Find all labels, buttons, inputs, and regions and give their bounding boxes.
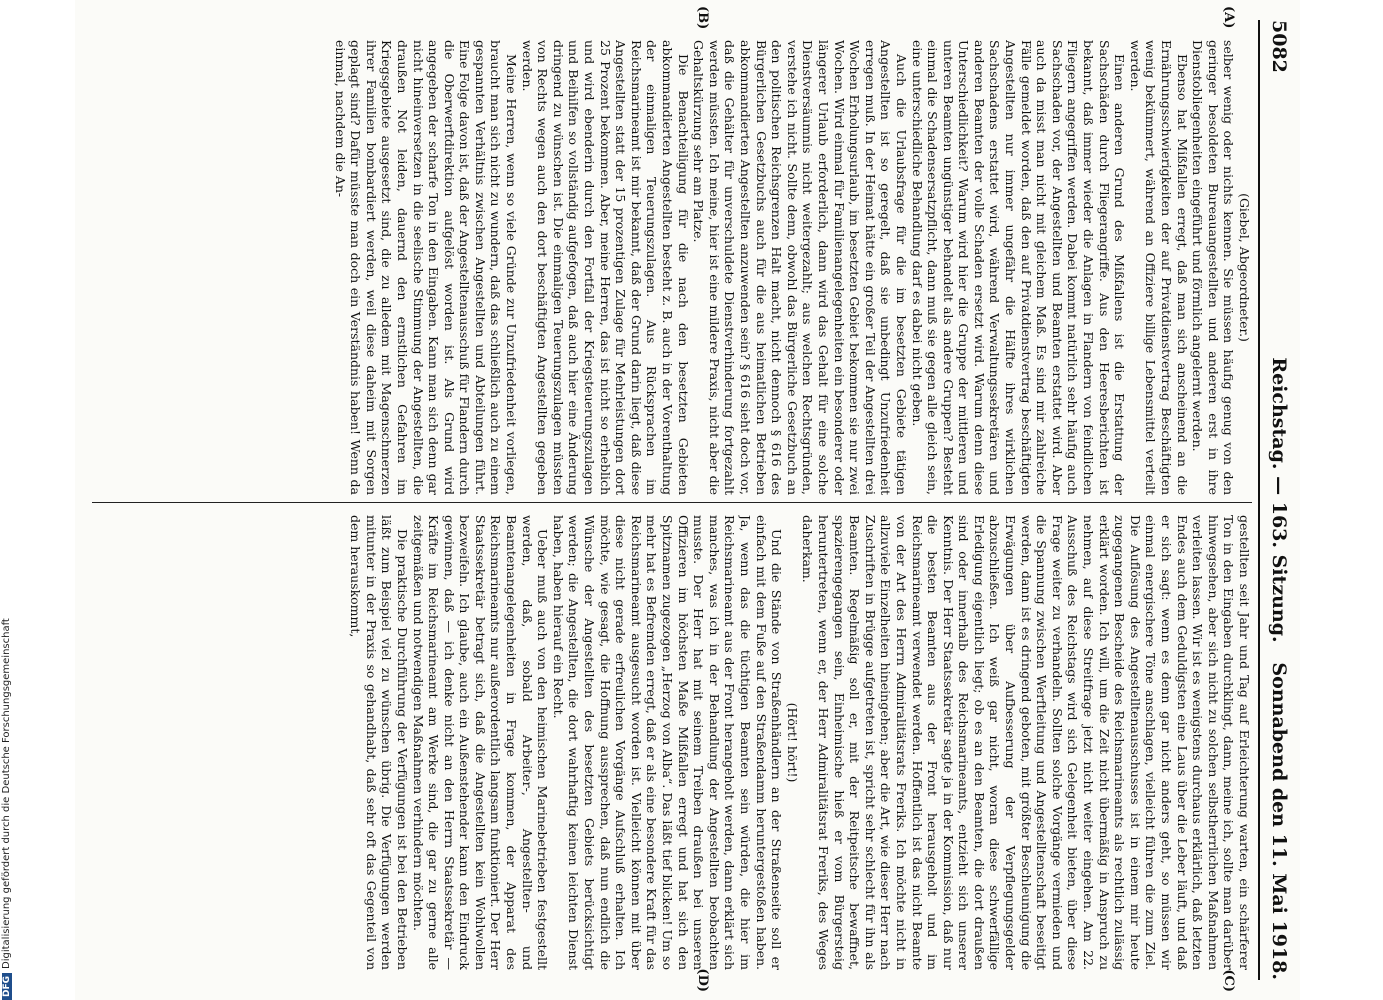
paragraph: gestellten seit Jahr und Tag auf Erleichterung warten, ein schärferer Ton in den Eingaben durchklingt, dann, meine ich, sollte man darüber hinwegsehen, aber sich nicht zu solchen selbstherrlichen Maßnahmen verleiten lassen. Wir ist es wenigstens durchaus erklärlich, daß letzten Endes auch dem Geduldigsten eine Laus über die Leber läuft, und daß er sich sagt: wenn es denn gar nicht anders geht, so müssen wir einmal energischere Töne anschlagen, vielleicht führen die zum Ziel. Die Auflösung des Angestelltenausschusses ist in einem mir heute zugegangenen Bescheide des Reichsmarineamts als rechtlich zulässig erklärt worden. Ich will, um die Zeit nicht übermäßig in Anspruch zu nehmen, auf diese Streitfrage jetzt nicht weiter eingehen. Am 22. Ausschuß des Reichstags wird sich Gelegenheit bieten, über diese Frage weiter zu verhandeln. Sollten solche Vorgänge vermieden und die Spannung zwischen Werftleitung und Angestelltenschaft beseitigt werden, dann ist es dringend geboten, mit größter Beschleunigung die Erwägungen über Aufbesserung der Verpflegungsgelder abzuschließen. Ich weiß gar nicht, woran diese schwerfällige Erledigung eigentlich liegt; ob es an den Beamten, die dort draußen sind oder innerhalb des Reichsmarineamts, entzieht sich unserer Kenntnis. Der Herr Staatssekretär sagte ja in der Kommission, daß nur die besten Beamten aus der Front herausgeholt und im Reichsmarineamt verwendet werden. Hoffentlich ist das nicht Beamte von der Art des Herrn Admiralitätsrats Freriks. Ich möchte nicht in allzuviele Einzelheiten hineingehen; aber die Art, wie dieser Herr nach Zuschriften in Brügge aufgetreten ist, spricht sehr schlecht für ihn als Beamten. Regelmäßig soll er, mit der Reitpeitsche bewaffnet, spazierengegangen sein, Einheimische hieß er vom Bürgersteig heruntertreten, wenn er, der Herr Admiralitätsrat Freriks, des Weges daherkam. [800, 515, 1252, 970]
paragraph: selber wenig oder nichts kennen. Sie müssen häufig genug von den geringer besoldeten Bureauangestellten und anderen erst in ihre Dienstobliegenheiten eingeführt und förmlich angelernt werden. [1190, 40, 1237, 495]
paragraph: Die Benachteiligung für die nach den besetzten Gebieten abkommandierten Angestellten besteht z. B. auch in der Vorenthaltung der einmaligen Teuerungszulagen. Aus Rücksprachen im Reichsmarineamt ist mir bekannt, daß der Grund darin liegt, daß diese Angestellten statt der 15 prozentigen Zulage für Mehrleistungen dort 25 Prozent bekommen. Aber, meine Herren, das ist nicht so erheblich und wird ebenderin durch den Fortfall der Kriegsteuerungszulagen und Beihilfen so vollständig aufgefogen, daß auch hier eine Änderung dringend zu wünschen ist. Die einmaligen Teuerungszulagen müssten von Rechts wegen auch den dort beschäftigten Angestellten gegeben werden. [519, 40, 691, 495]
text-column-right [92, 515, 1252, 970]
text-column-left [92, 40, 1252, 495]
dfg-logo: DFG [2, 973, 12, 1000]
paragraph: Die praktische Durchführung der Verfügungen ist bei den Betrieben läßt zum Beispiel viel zu wünschen übrig. Die Verfügungen werden mitunter in der Praxis so gehandhabt, daß sehr oft das Gegenteil von dem herauskommt, [348, 515, 410, 970]
paragraph: Und die Stände von Straßenhändlern an der Straßenseite soll er einfach mit dem Fuße auf den Straßendamm heruntergestoßen haben. Ja, wenn das die tüchtigen Beamten sein würden, die hier im Reichsmarineamt aus der Front herangeholt werden, dann erklärt sich manches, was ich in der Behandlung der Angestellten beobachten musste. Der Herr hat mit seinem Treiben draußen bei unseren Offizieren im höchsten Maße Mißfallen erregt und hat sich den Spitznamen zugezogen „Herzog von Alba“. Das läßt tief blicken! Um so mehr hat es Befremden erregt, daß er als eine besondere Kraft für das Reichsmarineamt ausgesucht worden ist. Vielleicht können mit über diese nicht gerade erfreulichen Vorgänge Aufschluß erhalten. Ich möchte, wie gesagt, die Hoffnung aussprechen, daß nun endlich die Wünsche der Angestellten des besetzten Gebiets berücksichtigt werden; die Angestellten, die dort wahrhaftig keinen leichten Dienst haben, haben hierauf ein Recht. [550, 515, 785, 970]
digitization-credit [1, 618, 12, 1000]
speaker-label: (Giebel, Abgeordneter.) [1237, 193, 1252, 342]
margin-mark-d: (D) [695, 968, 710, 992]
credit-text: Digitalisierung gefördert durch die Deutsche Forschungsgemeinschaft [1, 618, 12, 969]
margin-mark-b: (B) [695, 6, 710, 30]
margin-mark-c: (C) [1221, 969, 1236, 992]
paragraph: Meine Herren, wenn so viele Gründe zur Unzufriedenheit vorliegen, braucht man sich nicht zu wundern, daß das schließlich auch zu einem gespannten Verhältnis zwischen Angestellten und Abteilungen führt. Eine Folge davon ist, daß der Angestelltenausschuß für Flandern durch die Oberwerftdirektion aufgelöst worden ist. Als Grund wird angegeben der scharfe Ton in den Eingaben. Kann man sich denn gar nicht hineinversetzen in die seelische Stimmung der Angestellten, die draußen Not leiden, dauernd den ernstlichen Gefahren im Kriegsgebiete ausgesetzt sind, die zu alledem mit Magenschmerzen ihrer Familien bombardiert werden, weil diese daheim mit Sorgen geplagt sind? Dafür müsste man doch ein Verständnis haben! Wenn da einmal, nachdem die An- [332, 40, 520, 495]
paragraph: Ueber muß auch von den heimischen Marinebetrieben festgestellt werden, daß, sobald Arbeiter-, Angestellten- und Beamtenangelegenheiten in Frage kommen, der Apparat des Reichsmarineamts nur außerordentlich langsam funktioniert. Der Herr Staatssekretär betragt sich, daß die Angestellten kein Wohlwollen bezweifeln. Ich glaube, auch ein Außenstehender kann den Eindruck gewinnen, daß — ich denke nicht an den Herrn Staatssekretär — Kräfte im Reichsmarineamt am Werke sind, die gar zu gerne alle zeitgemäßen und notwendigen Maßnahmen verhindern möchten. [410, 515, 551, 970]
page-header [1260, 20, 1290, 980]
page-number: 5082 [1268, 20, 1290, 73]
margin-mark-a: (A) [1221, 6, 1236, 29]
paragraph: Einen anderen Grund des Mißfallens ist die Erstattung der Sachschäden durch Fliegerangriffe. Aus den Heeresberichten ist bekannt, daß immer wieder die Anlagen in Flandern von feindlichen Fliegern angegriffen werden. Dabei kommt natürlich sehr häufig auch Sachschaden vor, der Angestellten und Beamten erstattet wird. Aber auch da misst man nicht mit gleichem Maß. Es sind mir zahlreiche Fälle gemeldet worden, daß den auf Privatdienstvertrag beschäftigten Angestellten nur immer ungefähr die Hälfte ihres wirklichen Sachschadens erstattet wird, während Verwaltungssekretären und anderen Beamten der volle Schaden ersetzt wird. Warum denn diese Unterschiedlichkeit? Warum wird hier die Gruppe der mittleren und unteren Beamten ungünstiger behandelt als andere Gruppen? Besteht einmal die Schadensersatzpflicht, dann muß sie gegen alle gleich sein, eine unterschiedliche Behandlung darf es dabei nicht geben. [909, 40, 1128, 495]
rotated-newspaper-page [75, 0, 1300, 1000]
paragraph: Auch die Urlaubsfrage für die im besetzten Gebiete tätigen Angestellten ist so geregelt, daß sie unbedingt Unzufriedenheit erregen muß. In der Heimat hätte ein großer Teil der Angestellten drei Wochen Erholungsurlaub, im besetzten Gebiet bekommen sie nur zwei Wochen. Wird einmal für Familienangelegenheiten ein besonderer oder längerer Urlaub erforderlich, dann wird das Gehalt für eine solche Dienstversäumnis nicht weitergezahlt; aus welchen Rechtsgründen, verstehe ich nicht. Sollte denn, obwohl das Bürgerliche Gesetzbuch an den politischen Reichsgrenzen Halt macht, nicht dennoch § 616 des Bürgerlichen Gesetzbuchs auch für die aus heimatlichen Betrieben abkommandierten Angestellten anzuwenden sein? § 616 sieht doch vor, daß die Gehälter für unverschuldete Dienstverhinderung fortgezahlt werden müssten. Ich meine, hier ist eine mildere Praxis, nicht aber die Gehaltskürzung sehr am Platze. [691, 40, 909, 495]
interjection: (Hört! hört!) [784, 702, 800, 783]
column-divider [92, 502, 1252, 503]
header-date: Sonnabend den 11. Mai 1918. [1268, 662, 1290, 980]
paragraph: Ebenso hat Mißfallen erregt, daß man sich anscheinend an die Ernährungsschwierigkeiten der auf Privatdienstvertrag Beschäftigten wenig bekümmert, während an Offiziere billige Lebensmittel verteilt werden. [1127, 40, 1190, 495]
header-title: Reichstag. — 163. Sitzung. [1268, 357, 1290, 643]
header-rule [1258, 20, 1260, 980]
